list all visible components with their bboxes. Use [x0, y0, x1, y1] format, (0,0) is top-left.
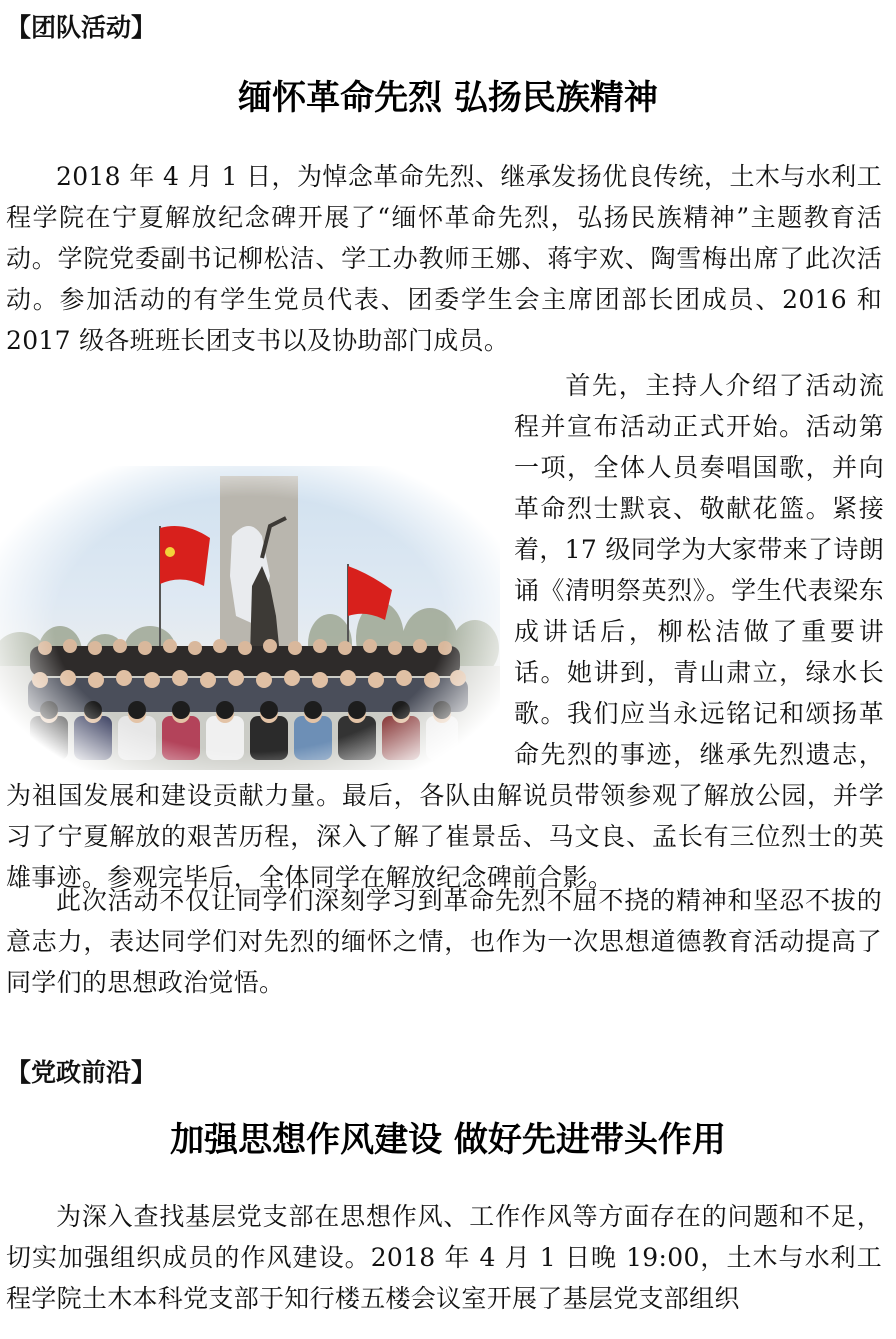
section-tag-team-activity: 【团队活动】	[6, 13, 157, 42]
article-title-2: 加强思想作风建设 做好先进带头作用	[170, 1120, 726, 1160]
article-title-1: 缅怀革命先烈 弘扬民族精神	[238, 78, 658, 118]
article-1-paragraph-2-text: 首先，主持人介绍了活动流程并宣布活动正式开始。活动第一项，全体人员奏唱国歌，并向革命烈士默哀、敬献花篮。紧接着，17 级同学为大家带来了诗朗诵《清明祭英烈》。学生代表梁东成讲话后，柳松洁做了重要讲话。她讲到，青山肃立，绿水长歌。我们应当永远铭记和颂扬革命先烈的事迹，继承先烈遗志，为祖国发展和建设贡献力量。最后，各队由解说员带领参观了解放公园，并学习了宁夏解放的艰苦历程，深入了解了崔景岳、马文良、孟长有三位烈士的英雄事迹。参观完毕后，全体同学在解放纪念碑前合影。	[6, 371, 884, 892]
group-photo	[0, 466, 500, 770]
flag-right	[348, 566, 392, 620]
section-tag-party-frontline: 【党政前沿】	[6, 1058, 157, 1087]
group-photo-illustration	[0, 466, 500, 770]
article-1-paragraph-3: 此次活动不仅让同学们深刻学习到革命先烈不屈不挠的精神和坚忍不拔的意志力，表达同学们对先烈的缅怀之情，也作为一次思想道德教育活动提高了同学们的思想政治觉悟。	[6, 886, 882, 997]
article-2-paragraph-1: 为深入查找基层党支部在思想作风、工作作风等方面存在的问题和不足，切实加强组织成员的作风建设。2018 年 4 月 1 日晚 19:00，土木与水利工程学院土木本科党支部于知行楼五楼会议室开展了基层党支部组织	[6, 1202, 882, 1313]
article-1-paragraph-1: 2018 年 4 月 1 日，为悼念革命先烈、继承发扬优良传统，土木与水利工程学院在宁夏解放纪念碑开展了“缅怀革命先烈，弘扬民族精神”主题教育活动。学院党委副书记柳松洁、学工办教师王娜、蒋宇欢、陶雪梅出席了此次活动。参加活动的有学生党员代表、团委学生会主席团部长团成员、2016 和 2017 级各班班长团支书以及协助部门成员。	[6, 162, 882, 355]
